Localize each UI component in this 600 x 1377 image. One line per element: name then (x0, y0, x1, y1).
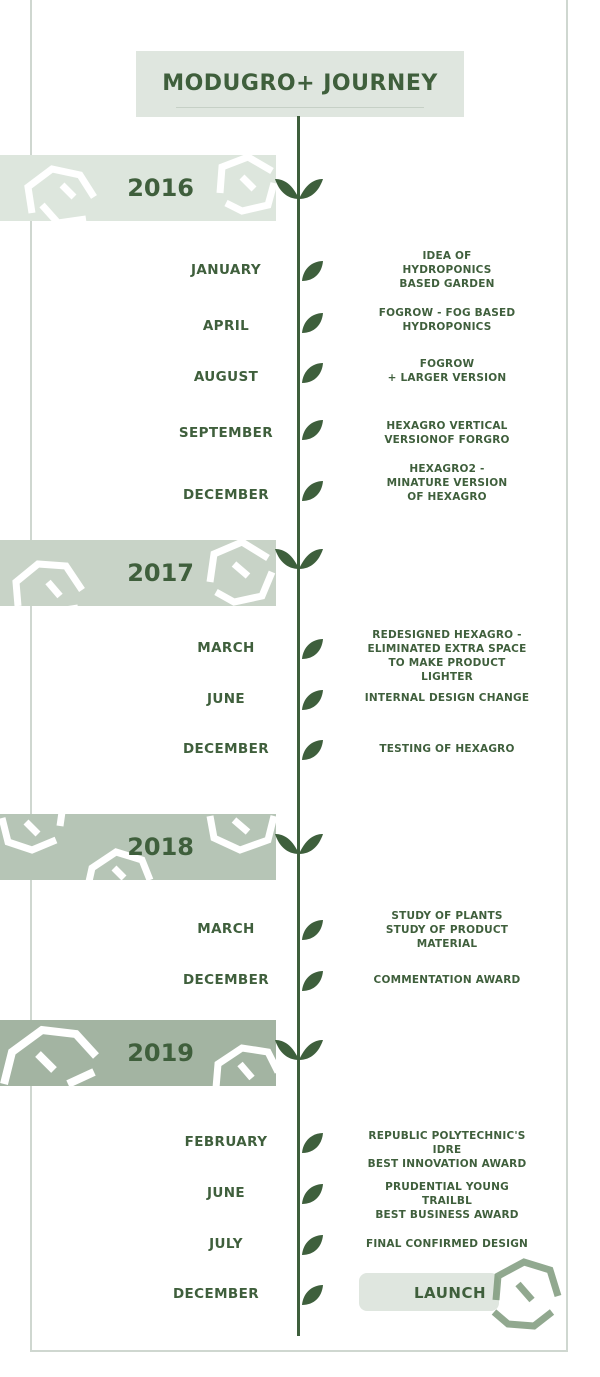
year-band-2018 (0, 814, 276, 880)
month-label: JUNE (206, 1185, 246, 1201)
event-description: HEXAGRO VERTICAL VERSIONOF FORGRO (384, 420, 510, 446)
logo-mark-icon (212, 155, 276, 217)
year-label-2018: 2018 (127, 833, 194, 861)
logo-mark-icon (210, 1042, 276, 1086)
leaf-icon (300, 479, 324, 503)
leaf-pair-icon (275, 1036, 323, 1062)
year-band-2019 (0, 1020, 276, 1086)
leaf-icon (300, 918, 324, 942)
event-description: STUDY OF PLANTS STUDY OF PRODUCT MATERIAL (385, 910, 509, 950)
month-label: DECEMBER (182, 487, 270, 503)
logo-mark-icon (202, 540, 276, 606)
year-label-2017: 2017 (127, 559, 194, 587)
year-label-2019: 2019 (127, 1039, 194, 1067)
month-label: DECEMBER (182, 972, 270, 988)
leaf-icon (300, 1283, 324, 1307)
event-description: PRUDENTIAL YOUNG TRAILBL BEST BUSINESS AWARD (375, 1181, 519, 1221)
logo-mark-icon (486, 1256, 564, 1334)
leaf-icon (300, 311, 324, 335)
page-title: MODUGRO+ JOURNEY (162, 71, 438, 96)
leaf-icon (300, 688, 324, 712)
leaf-icon (300, 361, 324, 385)
title-banner (136, 51, 464, 117)
leaf-icon (300, 1131, 324, 1155)
logo-mark-icon (22, 163, 102, 221)
leaf-icon (300, 1233, 324, 1257)
month-label: AUGUST (193, 369, 259, 385)
month-label: JUNE (206, 691, 246, 707)
month-label: SEPTEMBER (178, 425, 274, 441)
logo-mark-icon (0, 1022, 102, 1086)
event-description: IDEA OF HYDROPONICS BASED GARDEN (399, 250, 495, 290)
event-description: FOGROW - FOG BASED HYDROPONICS (378, 307, 516, 333)
logo-mark-icon (0, 814, 68, 858)
event-description: REDESIGNED HEXAGRO - ELIMINATED EXTRA SPACE TO MAKE PRODUCT LIGHTER (367, 629, 527, 683)
leaf-pair-icon (275, 545, 323, 571)
title-underline (176, 107, 424, 108)
year-label-2016: 2016 (127, 174, 194, 202)
event-description: HEXAGRO2 - MINATURE VERSION OF HEXAGRO (386, 463, 508, 503)
year-band-2017 (0, 540, 276, 606)
leaf-icon (300, 418, 324, 442)
event-description: COMMENTATION AWARD (373, 974, 521, 986)
logo-mark-icon (12, 554, 92, 606)
month-label: DECEMBER (172, 1286, 260, 1302)
leaf-icon (300, 259, 324, 283)
event-description: REPUBLIC POLYTECHNIC'S IDRE BEST INNOVATION AWARD (367, 1130, 527, 1170)
month-label: MARCH (197, 640, 255, 656)
leaf-icon (300, 1182, 324, 1206)
event-description: INTERNAL DESIGN CHANGE (364, 692, 530, 704)
month-label: APRIL (202, 318, 250, 334)
launch-label: LAUNCH (414, 1284, 487, 1302)
leaf-icon (300, 637, 324, 661)
year-band-2016 (0, 155, 276, 221)
launch-badge (359, 1273, 499, 1311)
month-label: FEBRUARY (184, 1134, 268, 1150)
event-description: FINAL CONFIRMED DESIGN (365, 1238, 529, 1250)
leaf-icon (300, 738, 324, 762)
leaf-pair-icon (275, 175, 323, 201)
month-label: JANUARY (191, 262, 261, 278)
leaf-icon (300, 969, 324, 993)
leaf-pair-icon (275, 830, 323, 856)
event-description: TESTING OF HEXAGRO (379, 743, 515, 755)
month-label: JULY (209, 1236, 243, 1252)
logo-mark-icon (204, 814, 276, 856)
event-description: FOGROW + LARGER VERSION (387, 358, 507, 384)
month-label: DECEMBER (182, 741, 270, 757)
month-label: MARCH (197, 921, 255, 937)
